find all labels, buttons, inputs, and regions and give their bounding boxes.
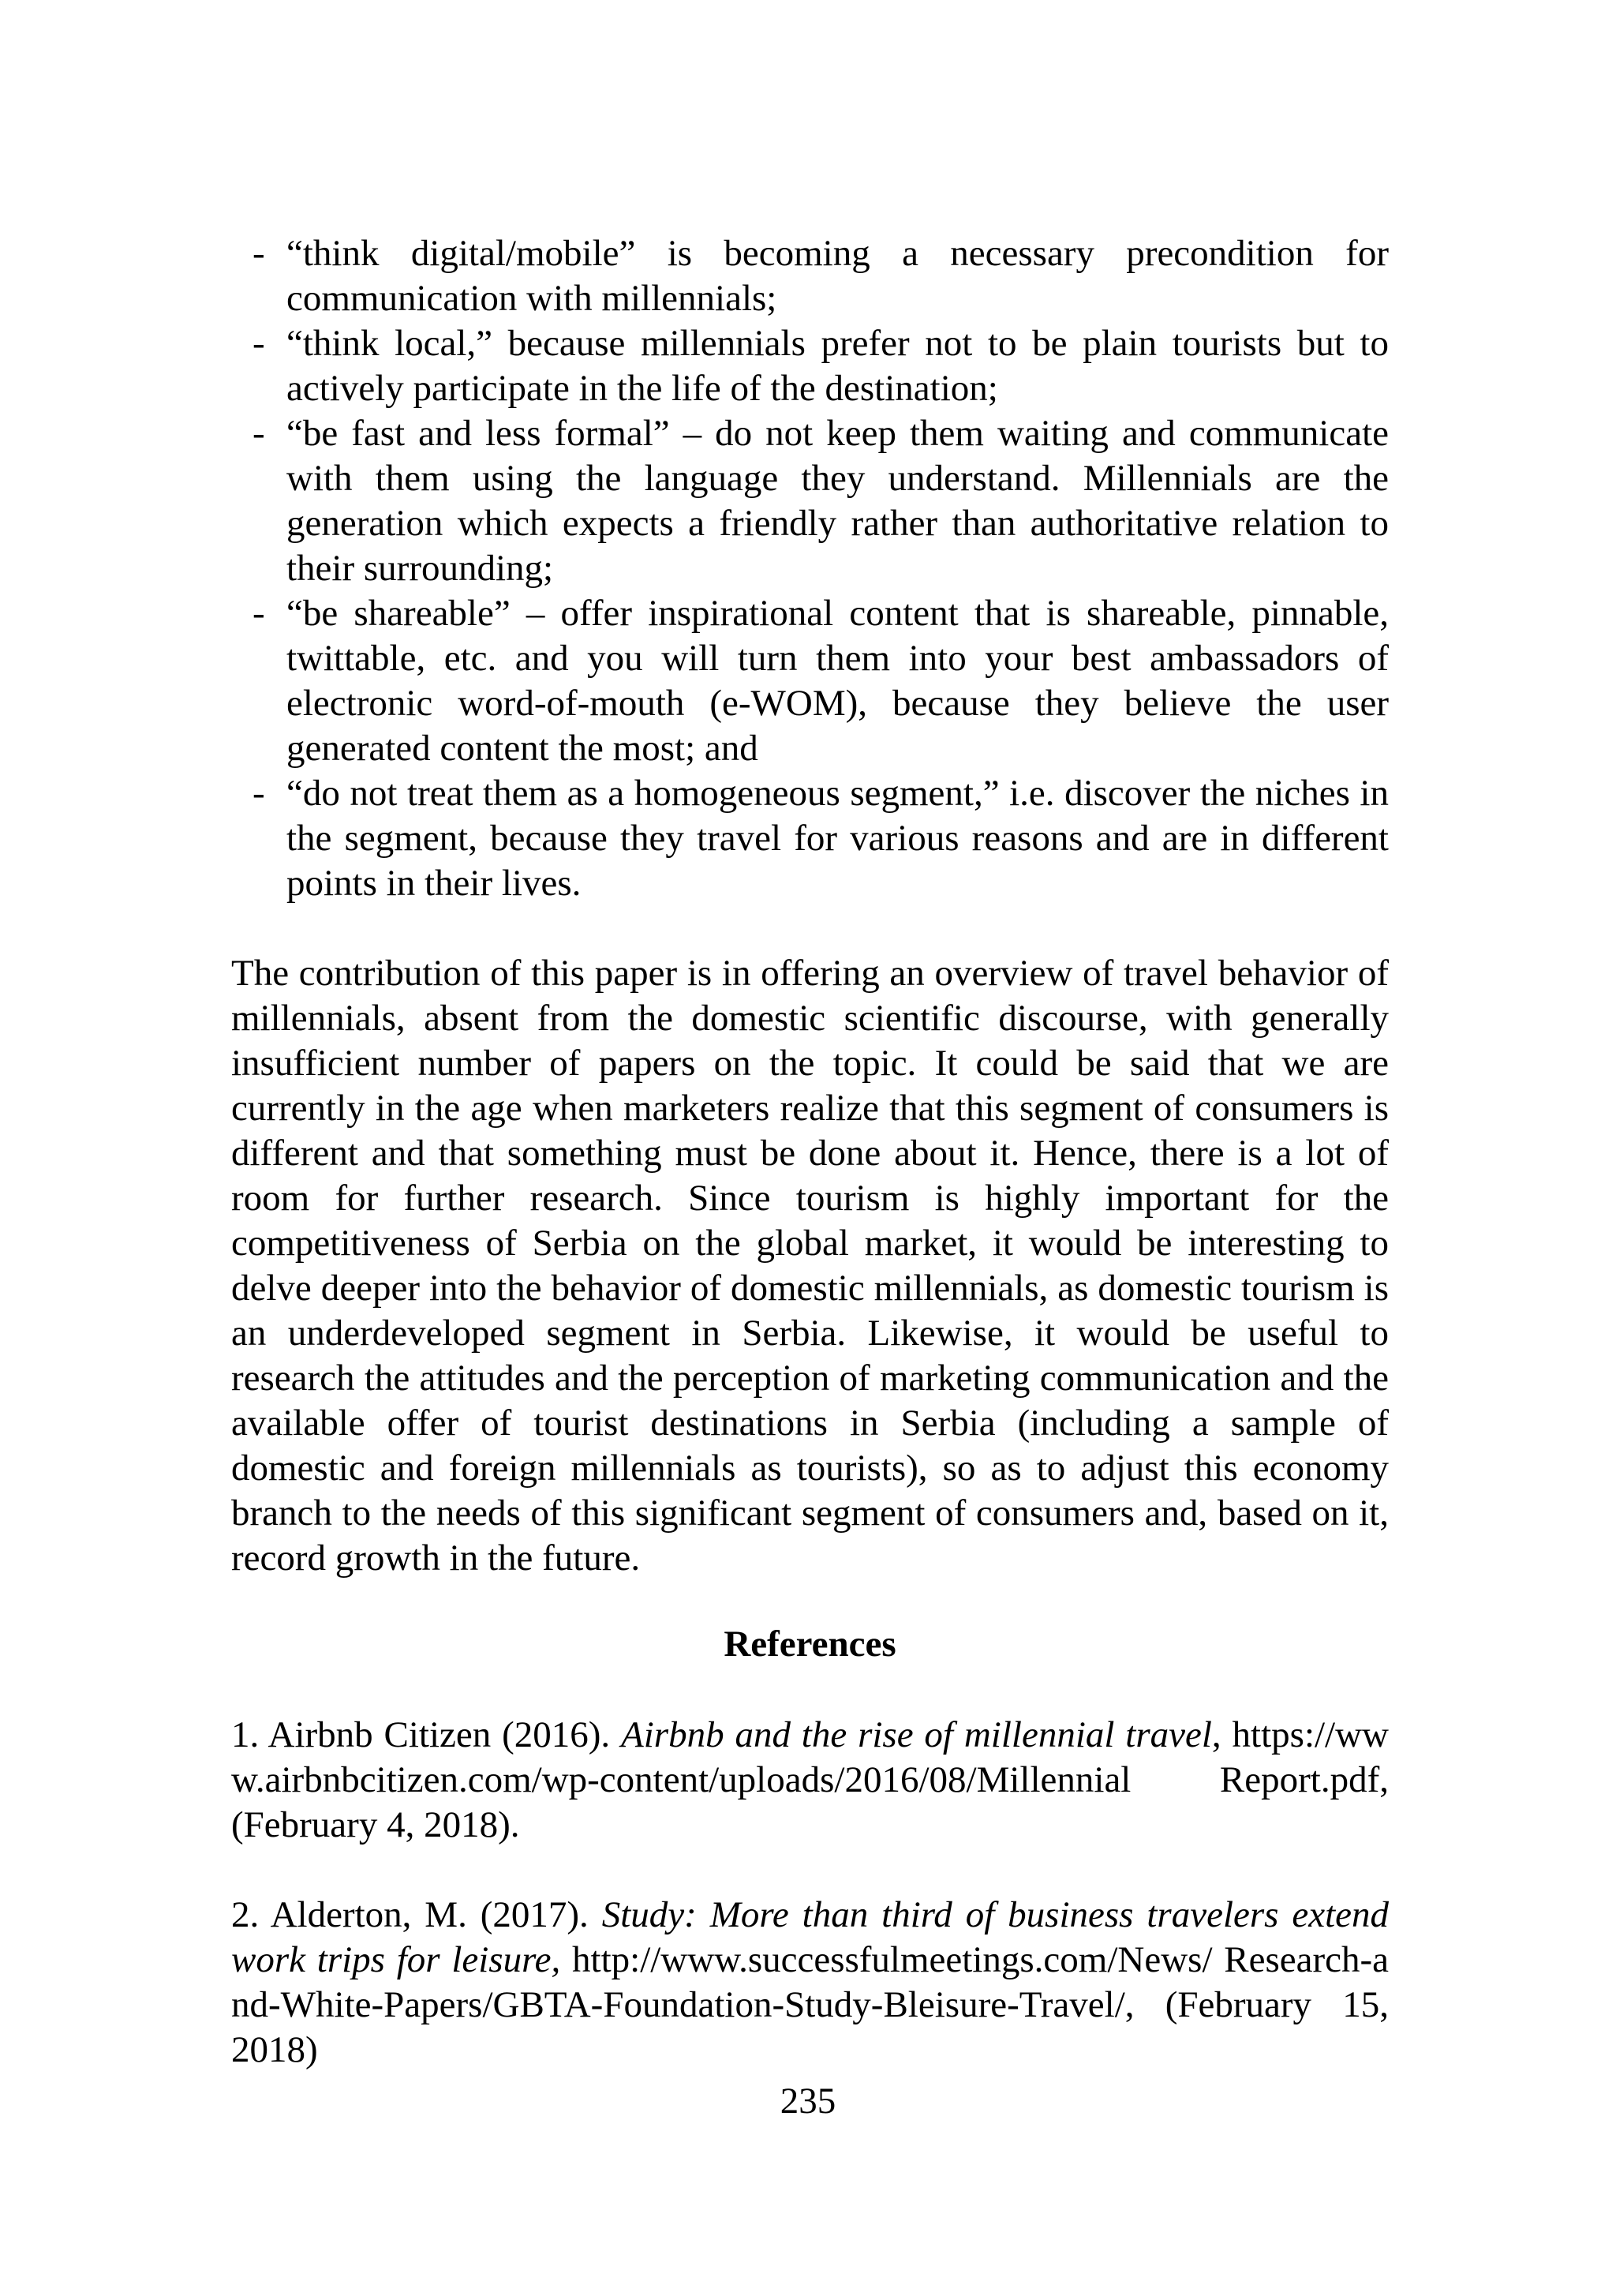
recommendation-list: [252, 231, 1389, 906]
reference-lead: 2. Alderton, M. (2017).: [231, 1894, 602, 1935]
reference-access-date: , (February 15, 2018): [231, 1984, 1389, 2070]
list-item: [252, 411, 1389, 591]
references-heading: References: [724, 1624, 896, 1665]
reference-title: Study: More than third of business travelers extend work trips for leisure,: [231, 1894, 1389, 1980]
reference-separator: [560, 1939, 572, 1980]
reference-access-date: , (February 4, 2018).: [231, 1759, 1389, 1845]
page-number: 235: [780, 2081, 836, 2122]
reference-separator: ,: [1211, 1714, 1233, 1755]
bullet-marker: -: [252, 773, 265, 814]
reference-entry: [231, 1893, 1389, 2073]
list-item-text: “be fast and less formal” – do not keep them waiting and communicate with them using the language they understand. Millennials are the generation which expects a friendly rather than authoritative relation to their surrounding;: [286, 413, 1389, 589]
bullet-marker: -: [252, 413, 265, 454]
list-item: [252, 591, 1389, 771]
list-item-text: “think digital/mobile” is becoming a necessary precondition for communication with millennials;: [286, 233, 1389, 319]
bullet-marker: -: [252, 233, 265, 274]
bullet-marker: -: [252, 323, 265, 364]
list-item: [252, 771, 1389, 906]
reference-entry: [231, 1713, 1389, 1848]
list-item-text: “do not treat them as a homogeneous segment,” i.e. discover the niches in the segment, because they travel for various reasons and are in different points in their lives.: [286, 773, 1389, 904]
contribution-paragraph: The contribution of this paper is in offering an overview of travel behavior of millennials, absent from the domestic scientific discourse, with generally insufficient number of papers on the topic. It could be said that we are currently in the age when marketers realize that this segment of consumers is different and that something must be done about it. Hence, there is a lot of room for further research. Since tourism is highly important for the competitiveness of Serbia on the global market, it would be interesting to delve deeper into the behavior of domestic millennials, as domestic tourism is an underdeveloped segment in Serbia. Likewise, it would be useful to research the attitudes and the perception of marketing communication and the available offer of tourist destinations in Serbia (including a sample of domestic and foreign millennials as tourists), so as to adjust this economy branch to the needs of this significant segment of consumers and, based on it, record growth in the future.: [231, 953, 1389, 1579]
reference-url: http://www.successfulmeetings.com/News/ Research-and-White-Papers/GBTA-Foundation-Study-Bleisure-Travel/: [231, 1939, 1390, 2025]
bullet-marker: -: [252, 593, 265, 634]
reference-title: Airbnb and the rise of millennial travel: [621, 1714, 1212, 1755]
list-item: [252, 321, 1389, 411]
list-item: [252, 231, 1389, 321]
list-item-text: “be shareable” – offer inspirational content that is shareable, pinnable, twittable, etc. and you will turn them into your best ambassadors of electronic word-of-mouth (e-WOM), because they believe the user generated content the most; and: [286, 593, 1389, 769]
reference-lead: 1. Airbnb Citizen (2016).: [231, 1714, 622, 1755]
list-item-text: “think local,” because millennials prefer not to be plain tourists but to actively participate in the life of the destination;: [286, 323, 1389, 409]
reference-url: https://www.airbnbcitizen.com/wp-content/uploads/2016/08/Millennial Report.pdf: [231, 1714, 1389, 1800]
